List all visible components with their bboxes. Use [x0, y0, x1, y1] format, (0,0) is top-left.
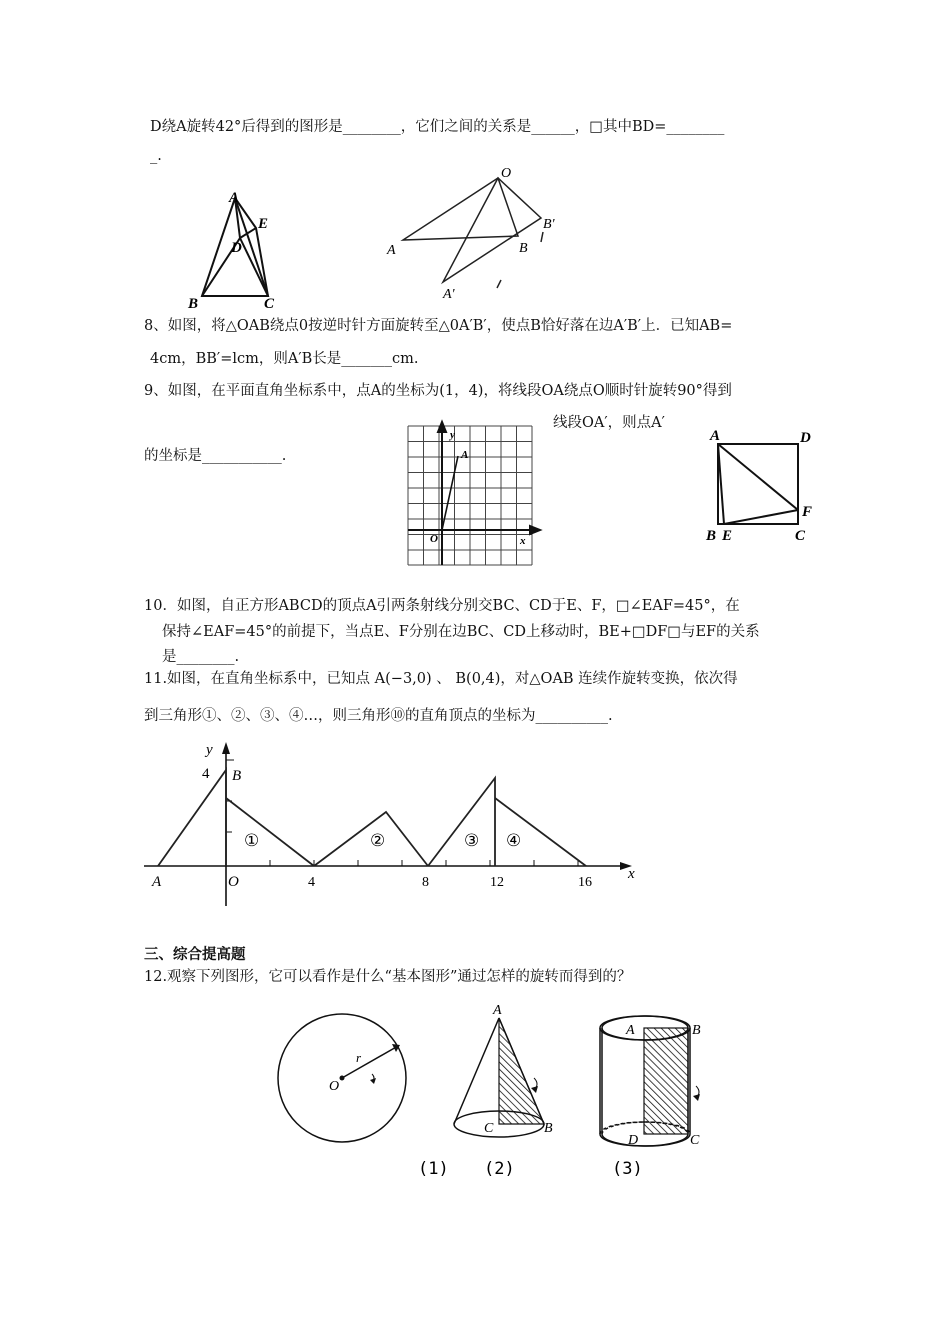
q12-line1: 12.观察下列图形，它可以看作是什么“基本图形”通过怎样的旋转而得到的？ [144, 969, 632, 985]
label-four: 4 [202, 766, 210, 782]
q11-line2: 到三角形①、②、③、④…，则三角形⑩的直角顶点的坐标为__________. [144, 708, 613, 724]
label-A: A [387, 243, 396, 258]
cylinder-solid [588, 998, 708, 1188]
label-O: O [329, 1079, 340, 1094]
cyl-label-C: C [690, 1133, 700, 1148]
q10-line2: 保持∠EAF=45°的前提下，当点E、F分别在边BC、CD上移动时，BE+□DF□与EF的关系 [162, 624, 760, 640]
axis-x-label: x [520, 535, 526, 547]
label-E: E [258, 216, 269, 232]
cone-label-C: C [484, 1121, 494, 1136]
label-O: O [501, 166, 512, 181]
label-B: B [706, 528, 717, 544]
label-A: A [152, 874, 162, 890]
label-B: B [232, 768, 242, 784]
label-A: A [229, 190, 240, 206]
cone-label-A: A [493, 1003, 502, 1018]
square-figure-q10 [700, 424, 820, 544]
cyl-label-B: B [692, 1023, 701, 1038]
caption-2: (2) [484, 1159, 515, 1179]
cyl-label-A: A [626, 1023, 635, 1038]
caption-3: (3) [612, 1159, 643, 1179]
label-C: C [795, 528, 806, 544]
q8-line1: 8、如图，将△OAB绕点0按逆时针方面旋转至△0A′B′，使点B恰好落在边A′B′上．已知AB= [144, 318, 733, 334]
axis-y-label: y [206, 742, 213, 758]
caption-1: (1) [418, 1159, 449, 1179]
axis-y-label: y [450, 429, 455, 441]
label-A-prime: A' [443, 287, 455, 302]
tick-8: 8 [422, 875, 429, 890]
label-B: B [188, 296, 199, 312]
label-B-prime: B' [543, 217, 555, 232]
tick-16: 16 [578, 875, 592, 890]
label-B: B [519, 241, 528, 256]
q9-line3: 的坐标是___________. [144, 448, 287, 464]
tick-4: 4 [308, 875, 315, 890]
tick-12: 12 [490, 875, 504, 890]
q10-line3: 是________. [162, 649, 240, 665]
triangle-2-label: ② [370, 831, 386, 850]
q11-line1: 11.如图，在直角坐标系中，已知点 A(−3,0) 、 B(0,4)，对△OAB 连续作旋转变换，依次得 [144, 671, 738, 687]
triangle-figure-q7 [180, 188, 290, 313]
q7-line1: D绕A旋转42°后得到的图形是________，它们之间的关系是______，□其中BD=________ [150, 119, 725, 135]
label-A: A [710, 428, 721, 444]
q8-line2: 4cm，BB′=lcm，则A′B长是_______cm. [150, 351, 419, 367]
label-r: r [356, 1050, 362, 1065]
rotation-chain-figure-q11 [140, 740, 640, 910]
grid-figure-q9 [402, 420, 542, 570]
triangle-3-label: ③ [464, 831, 480, 850]
label-F: F [802, 504, 813, 520]
q10-line1: 10．如图，自正方形ABCD的顶点A引两条射线分别交BC、CD于E、F，□∠EAF=45°，在 [144, 598, 740, 614]
label-D: D [800, 430, 811, 446]
label-C: C [264, 296, 275, 312]
q9-line2: 线段OA′，则点A′ [553, 415, 665, 431]
label-E: E [722, 528, 733, 544]
rotation-figure-q8 [383, 160, 583, 300]
cyl-label-D: D [628, 1133, 639, 1148]
triangle-1-label: ① [244, 831, 260, 850]
triangle-4-label: ④ [506, 831, 522, 850]
section-title: 三、综合提高题 [144, 947, 246, 963]
label-O: O [430, 533, 438, 545]
axis-x-label: x [628, 866, 635, 882]
q7-line2: _. [150, 148, 162, 164]
label-A: A [461, 449, 469, 461]
solids-figure-q12 [272, 998, 592, 1188]
label-O: O [228, 874, 239, 890]
cone-label-B: B [544, 1121, 553, 1136]
q9-line1: 9、如图，在平面直角坐标系中，点A的坐标为(1，4)，将线段OA绕点O顺时针旋转90°得到 [144, 383, 732, 399]
label-D: D [231, 240, 242, 256]
